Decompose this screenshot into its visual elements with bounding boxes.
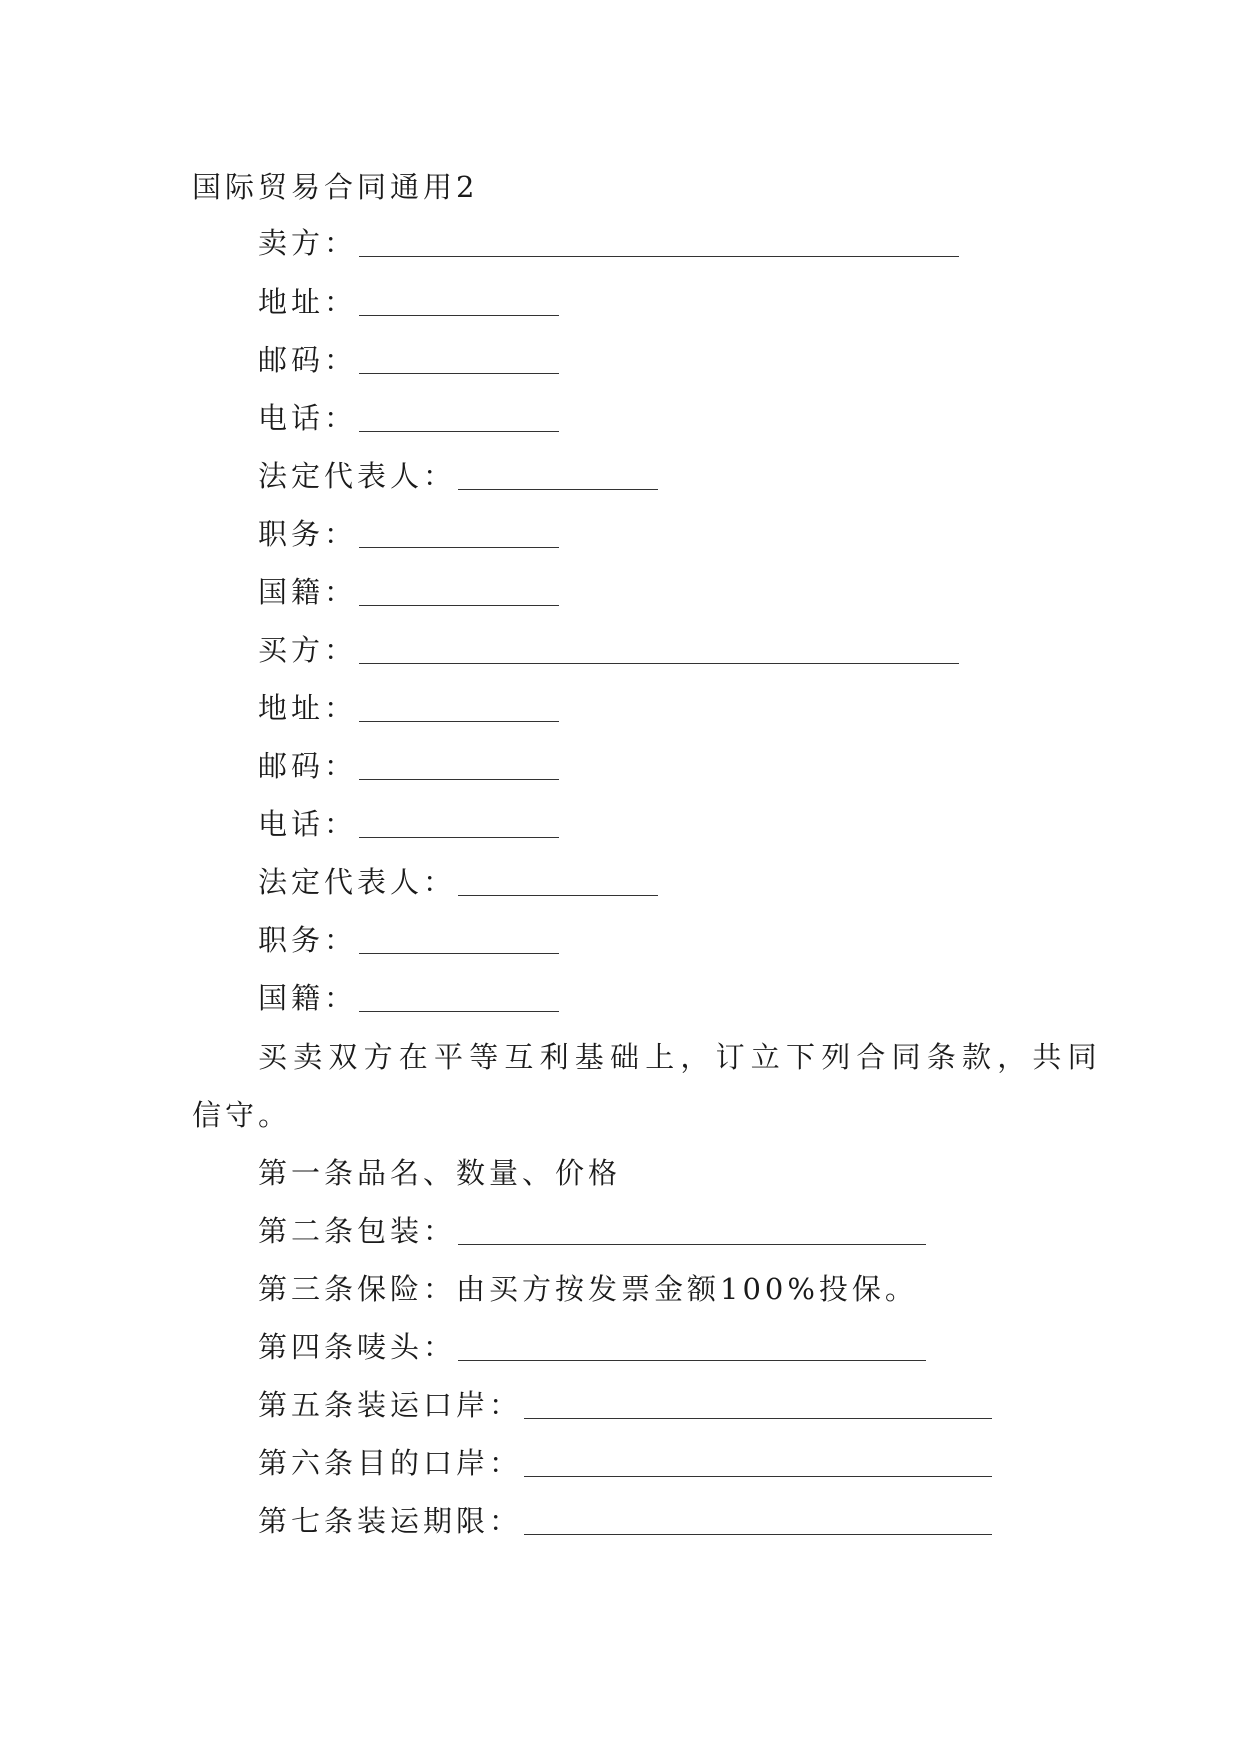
buyer-legal-rep-line xyxy=(258,862,658,902)
clause-3: 第三条保险：由买方按发票金额100%投保。 xyxy=(258,1272,918,1306)
seller-address-blank[interactable] xyxy=(359,313,559,316)
buyer-blank[interactable] xyxy=(359,661,959,664)
clause-6-line xyxy=(258,1443,992,1483)
seller-phone-line xyxy=(258,398,559,438)
clause-7-blank[interactable] xyxy=(524,1532,992,1535)
buyer-phone-blank[interactable] xyxy=(359,835,559,838)
buyer-legal-rep-label: 法定代表人： xyxy=(258,865,457,899)
clause-7-line xyxy=(258,1501,992,1541)
intro-line-2: 信守。 xyxy=(192,1098,292,1132)
clause-4-label: 第四条唛头： xyxy=(258,1330,457,1364)
seller-position-blank[interactable] xyxy=(359,545,559,548)
seller-legal-rep-label: 法定代表人： xyxy=(258,459,457,493)
buyer-address-blank[interactable] xyxy=(359,719,559,722)
buyer-position-blank[interactable] xyxy=(359,951,559,954)
buyer-line xyxy=(258,630,959,670)
seller-postcode-blank[interactable] xyxy=(359,371,559,374)
clause-5-label: 第五条装运口岸： xyxy=(258,1388,523,1422)
seller-line xyxy=(258,223,959,263)
buyer-address-line xyxy=(258,688,559,728)
seller-phone-blank[interactable] xyxy=(359,429,559,432)
clause-6-label: 第六条目的口岸： xyxy=(258,1446,523,1480)
seller-label: 卖方： xyxy=(258,226,358,260)
seller-nationality-label: 国籍： xyxy=(258,575,358,609)
seller-legal-rep-blank[interactable] xyxy=(458,487,658,490)
clause-6-blank[interactable] xyxy=(524,1474,992,1477)
buyer-nationality-line xyxy=(258,978,559,1018)
clause-2-blank[interactable] xyxy=(458,1242,926,1245)
seller-postcode-line xyxy=(258,340,559,380)
seller-phone-label: 电话： xyxy=(258,401,358,435)
seller-nationality-blank[interactable] xyxy=(359,603,559,606)
clause-4-blank[interactable] xyxy=(458,1358,926,1361)
clause-5-line xyxy=(258,1385,992,1425)
buyer-address-label: 地址： xyxy=(258,691,358,725)
intro-line-1: 买卖双方在平等互利基础上，订立下列合同条款，共同 xyxy=(258,1040,1103,1074)
seller-position-label: 职务： xyxy=(258,517,358,551)
buyer-position-line xyxy=(258,920,559,960)
seller-blank[interactable] xyxy=(359,254,959,257)
clause-4-line xyxy=(258,1327,926,1367)
seller-legal-rep-line xyxy=(258,456,658,496)
seller-position-line xyxy=(258,514,559,554)
buyer-postcode-label: 邮码： xyxy=(258,749,358,783)
seller-address-label: 地址： xyxy=(258,285,358,319)
clause-1: 第一条品名、数量、价格 xyxy=(258,1156,622,1190)
buyer-nationality-label: 国籍： xyxy=(258,981,358,1015)
buyer-nationality-blank[interactable] xyxy=(359,1009,559,1012)
clause-2-label: 第二条包装： xyxy=(258,1214,457,1248)
clause-2-line xyxy=(258,1211,926,1251)
document-title: 国际贸易合同通用2 xyxy=(192,170,479,204)
buyer-legal-rep-blank[interactable] xyxy=(458,893,658,896)
buyer-postcode-line xyxy=(258,746,559,786)
clause-5-blank[interactable] xyxy=(524,1416,992,1419)
buyer-position-label: 职务： xyxy=(258,923,358,957)
buyer-phone-line xyxy=(258,804,559,844)
clause-7-label: 第七条装运期限： xyxy=(258,1504,523,1538)
buyer-label: 买方： xyxy=(258,633,358,667)
seller-address-line xyxy=(258,282,559,322)
buyer-phone-label: 电话： xyxy=(258,807,358,841)
seller-nationality-line xyxy=(258,572,559,612)
seller-postcode-label: 邮码： xyxy=(258,343,358,377)
buyer-postcode-blank[interactable] xyxy=(359,777,559,780)
